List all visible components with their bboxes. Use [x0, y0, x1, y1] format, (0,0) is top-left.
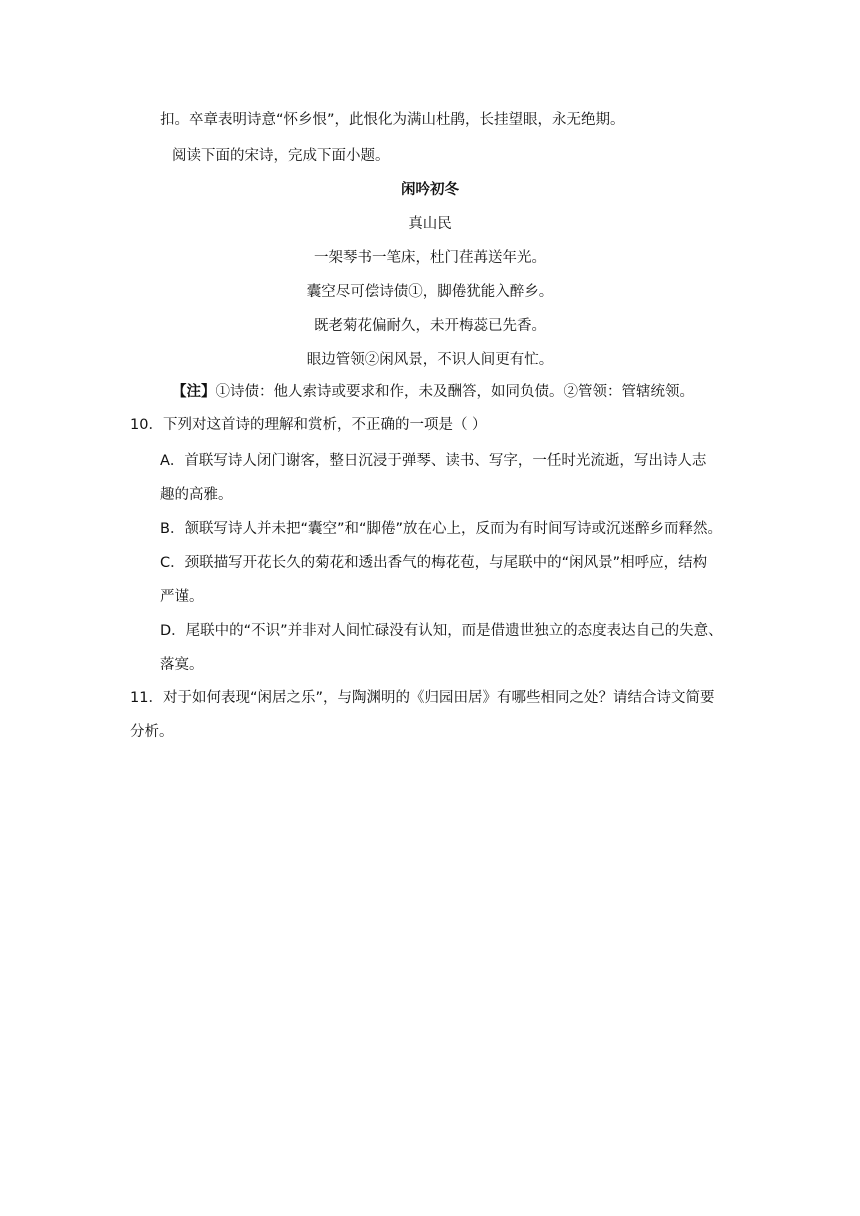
poem-title: 闲吟初冬 — [401, 181, 459, 198]
option-b-line-1: B．颔联写诗人并未把“囊空”和“脚倦”放在心上，反而为有时间写诗或沉迷醉乡而释然。 — [160, 521, 722, 537]
question-11-line-2: 分析。 — [130, 724, 174, 740]
note-text: ①诗债：他人索诗或要求和作，未及酬答，如同负债。②管领：管辖统领。 — [215, 384, 694, 400]
reading-instruction: 阅读下面的宋诗，完成下面小题。 — [172, 148, 390, 164]
option-d-line-1: D．尾联中的“不识”并非对人间忙碌没有认知，而是借遗世独立的态度表达自己的失意、 — [160, 623, 723, 639]
poem-line-2: 囊空尽可偿诗债①，脚倦犹能入醉乡。 — [306, 284, 554, 300]
option-c-line-2: 严谨。 — [160, 589, 204, 605]
option-a-line-2: 趣的高雅。 — [160, 487, 233, 503]
option-c-line-1: C．颈联描写开花长久的菊花和透出香气的梅花苞，与尾联中的“闲风景”相呼应，结构 — [160, 555, 708, 571]
poem-author: 真山民 — [408, 216, 452, 232]
poem-line-1: 一架琴书一笔床，杜门荏苒送年光。 — [314, 250, 546, 266]
question-10-stem: 10．下列对这首诗的理解和赏析，不正确的一项是（ ） — [130, 417, 487, 433]
question-11-line-1: 11．对于如何表现“闲居之乐”，与陶渊明的《归园田居》有哪些相同之处？请结合诗文简要 — [130, 690, 715, 706]
intro-carry-over: 扣。卒章表明诗意“怀乡恨”，此恨化为满山杜鹃，长挂望眼，永无绝期。 — [160, 112, 625, 128]
option-a-line-1: A．首联写诗人闭门谢客，整日沉浸于弹琴、读书、写字，一任时光流逝，写出诗人志 — [160, 453, 707, 469]
poem-line-3: 既老菊花偏耐久，未开梅蕊已先香。 — [314, 318, 546, 334]
option-d-line-2: 落寞。 — [160, 657, 204, 673]
poem-note — [172, 382, 694, 402]
note-label: 【注】 — [172, 384, 216, 400]
poem-line-4: 眼边管领②闲风景，不识人间更有忙。 — [306, 352, 554, 368]
